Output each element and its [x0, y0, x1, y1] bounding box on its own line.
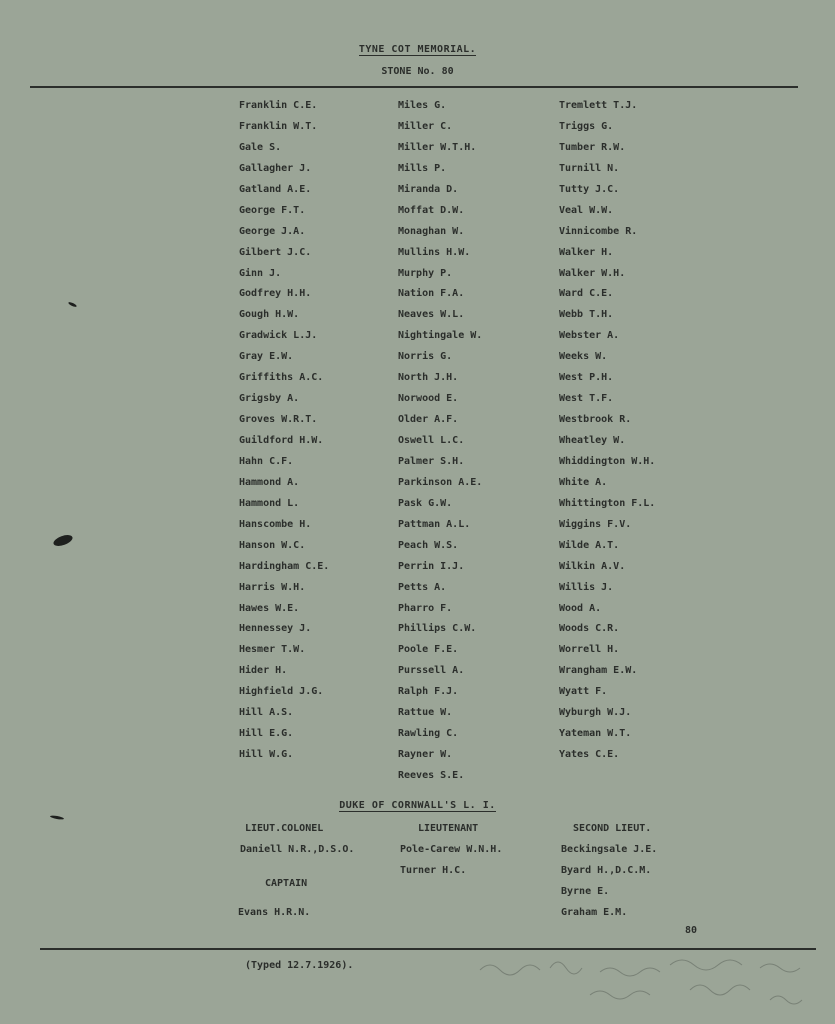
- casualty-name: Gough H.W.: [239, 309, 300, 321]
- ink-mark: [68, 301, 77, 308]
- ink-mark: [50, 815, 64, 820]
- casualty-name: Hill W.G.: [239, 749, 294, 761]
- casualty-name: Hill E.G.: [239, 728, 294, 740]
- casualty-name: Franklin C.E.: [239, 100, 318, 111]
- casualty-name: Hardingham C.E.: [239, 560, 330, 572]
- casualty-name: Whiddington W.H.: [559, 455, 656, 467]
- officer-name: Graham E.M.: [561, 907, 628, 918]
- casualty-name: Webb T.H.: [559, 309, 614, 321]
- casualty-name: Phillips C.W.: [398, 623, 477, 635]
- casualty-name: Hawes W.E.: [239, 602, 300, 614]
- casualty-name: Hahn C.F.: [239, 455, 294, 467]
- casualty-name: Wilkin A.V.: [559, 560, 626, 572]
- regiment-heading: DUKE OF CORNWALL'S L. I.: [339, 800, 496, 811]
- casualty-name: West P.H.: [559, 372, 614, 384]
- casualty-name: Miller W.T.H.: [398, 141, 477, 153]
- casualty-name: Gray E.W.: [239, 351, 294, 363]
- casualty-name: Poole F.E.: [398, 644, 459, 656]
- ink-blot: [52, 533, 74, 548]
- rank-label: SECOND LIEUT.: [573, 823, 652, 834]
- page-number: 80: [685, 925, 698, 936]
- casualty-name: Gatland A.E.: [239, 183, 312, 195]
- casualty-name: Parkinson A.E.: [398, 476, 483, 488]
- casualty-name: White A.: [559, 476, 608, 488]
- casualty-name: Yateman W.T.: [559, 728, 632, 740]
- casualty-name: Gallagher J.: [239, 162, 312, 174]
- casualty-name: Hammond L.: [239, 497, 300, 509]
- casualty-name: Highfield J.G.: [239, 686, 324, 698]
- casualty-name: Gale S.: [239, 141, 282, 153]
- casualty-name: Norwood E.: [398, 393, 459, 405]
- casualty-name: Gilbert J.C.: [239, 246, 312, 258]
- casualty-name: Walker W.H.: [559, 267, 626, 279]
- casualty-name: Reeves S.E.: [398, 770, 465, 781]
- casualty-name: Godfrey H.H.: [239, 288, 312, 300]
- casualty-name: Pattman A.L.: [398, 518, 471, 530]
- casualty-name: Worrell H.: [559, 644, 620, 656]
- name-column-2: [398, 96, 482, 787]
- casualty-name: Weeks W.: [559, 351, 608, 363]
- casualty-name: Ralph F.J.: [398, 686, 459, 698]
- officer-name: Byrne E.: [561, 886, 610, 897]
- casualty-name: Miranda D.: [398, 183, 459, 195]
- casualty-name: Mills P.: [398, 162, 447, 174]
- casualty-name: Franklin W.T.: [239, 120, 318, 132]
- casualty-name: Woods C.R.: [559, 623, 620, 635]
- officer-name: Byard H.,D.C.M.: [561, 865, 652, 876]
- casualty-name: Wyatt F.: [559, 686, 608, 698]
- casualty-name: Palmer S.H.: [398, 455, 465, 467]
- casualty-name: Veal W.W.: [559, 204, 614, 216]
- rank-label: LIEUTENANT: [418, 823, 479, 834]
- casualty-name: Pask G.W.: [398, 497, 453, 509]
- name-column-1: [239, 96, 329, 766]
- top-rule: [30, 86, 798, 88]
- faint-handwriting: [470, 950, 830, 1020]
- name-column-3: [559, 96, 655, 766]
- casualty-name: Harris W.H.: [239, 581, 306, 593]
- casualty-name: Vinnicombe R.: [559, 225, 638, 237]
- officer-name: Turner H.C.: [400, 865, 467, 876]
- officer-group-lieut-colonel: [240, 818, 365, 860]
- casualty-name: Grigsby A.: [239, 393, 300, 405]
- officer-group-second-lieut: [561, 818, 691, 923]
- casualty-name: Older A.F.: [398, 414, 459, 426]
- casualty-name: Griffiths A.C.: [239, 372, 324, 384]
- casualty-name: Triggs G.: [559, 120, 614, 132]
- casualty-name: Whittington F.L.: [559, 497, 656, 509]
- casualty-name: Moffat D.W.: [398, 204, 465, 216]
- captain-rank-label: CAPTAIN: [265, 878, 308, 889]
- casualty-name: Groves W.R.T.: [239, 414, 318, 426]
- casualty-name: Mullins H.W.: [398, 246, 471, 258]
- casualty-name: Westbrook R.: [559, 414, 632, 426]
- casualty-name: Norris G.: [398, 351, 453, 363]
- casualty-name: Rayner W.: [398, 749, 453, 761]
- casualty-name: West T.F.: [559, 393, 614, 405]
- casualty-name: Perrin I.J.: [398, 560, 465, 572]
- casualty-name: Nation F.A.: [398, 288, 465, 300]
- captain-name: Evans H.R.N.: [238, 907, 311, 918]
- casualty-name: Wilde A.T.: [559, 539, 620, 551]
- document-title: TYNE COT MEMORIAL.: [358, 44, 477, 55]
- casualty-name: Pharro F.: [398, 602, 453, 614]
- casualty-name: Purssell A.: [398, 665, 465, 677]
- casualty-name: Hider H.: [239, 665, 288, 677]
- casualty-name: Rawling C.: [398, 728, 459, 740]
- casualty-name: Miles G.: [398, 100, 447, 111]
- casualty-name: George F.T.: [239, 204, 306, 216]
- casualty-name: Nightingale W.: [398, 330, 483, 342]
- casualty-name: Monaghan W.: [398, 225, 465, 237]
- casualty-name: Ginn J.: [239, 267, 282, 279]
- casualty-name: Walker H.: [559, 246, 614, 258]
- casualty-name: Yates C.E.: [559, 749, 620, 761]
- casualty-name: North J.H.: [398, 372, 459, 384]
- casualty-name: Turnill N.: [559, 162, 620, 174]
- casualty-name: Neaves W.L.: [398, 309, 465, 321]
- casualty-name: Wheatley W.: [559, 435, 626, 446]
- casualty-name: Ward C.E.: [559, 288, 614, 300]
- casualty-name: Hanscombe H.: [239, 518, 312, 530]
- officer-name: Daniell N.R.,D.S.O.: [240, 844, 355, 855]
- casualty-name: George J.A.: [239, 225, 306, 237]
- casualty-name: Rattue W.: [398, 707, 453, 719]
- casualty-name: Hammond A.: [239, 476, 300, 488]
- casualty-name: Murphy P.: [398, 267, 453, 279]
- casualty-name: Petts A.: [398, 581, 447, 593]
- typed-date-note: (Typed 12.7.1926).: [245, 960, 354, 971]
- casualty-name: Tutty J.C.: [559, 183, 620, 195]
- casualty-name: Wood A.: [559, 602, 602, 614]
- casualty-name: Hill A.S.: [239, 707, 294, 719]
- casualty-name: Miller C.: [398, 120, 453, 132]
- casualty-name: Tumber R.W.: [559, 141, 626, 153]
- officer-name: Pole-Carew W.N.H.: [400, 844, 503, 855]
- casualty-name: Guildford H.W.: [239, 435, 324, 446]
- officer-group-lieutenant: [400, 818, 520, 881]
- casualty-name: Hanson W.C.: [239, 539, 306, 551]
- rank-label: LIEUT.COLONEL: [245, 823, 324, 834]
- officer-name: Beckingsale J.E.: [561, 844, 658, 855]
- casualty-name: Peach W.S.: [398, 539, 459, 551]
- casualty-name: Gradwick L.J.: [239, 330, 318, 342]
- casualty-name: Oswell L.C.: [398, 435, 465, 446]
- document-subtitle: STONE No. 80: [381, 66, 454, 77]
- casualty-name: Wrangham E.W.: [559, 665, 638, 677]
- casualty-name: Tremlett T.J.: [559, 100, 638, 111]
- casualty-name: Willis J.: [559, 581, 614, 593]
- casualty-name: Hesmer T.W.: [239, 644, 306, 656]
- casualty-name: Webster A.: [559, 330, 620, 342]
- casualty-name: Hennessey J.: [239, 623, 312, 635]
- casualty-name: Wyburgh W.J.: [559, 707, 632, 719]
- casualty-name: Wiggins F.V.: [559, 518, 632, 530]
